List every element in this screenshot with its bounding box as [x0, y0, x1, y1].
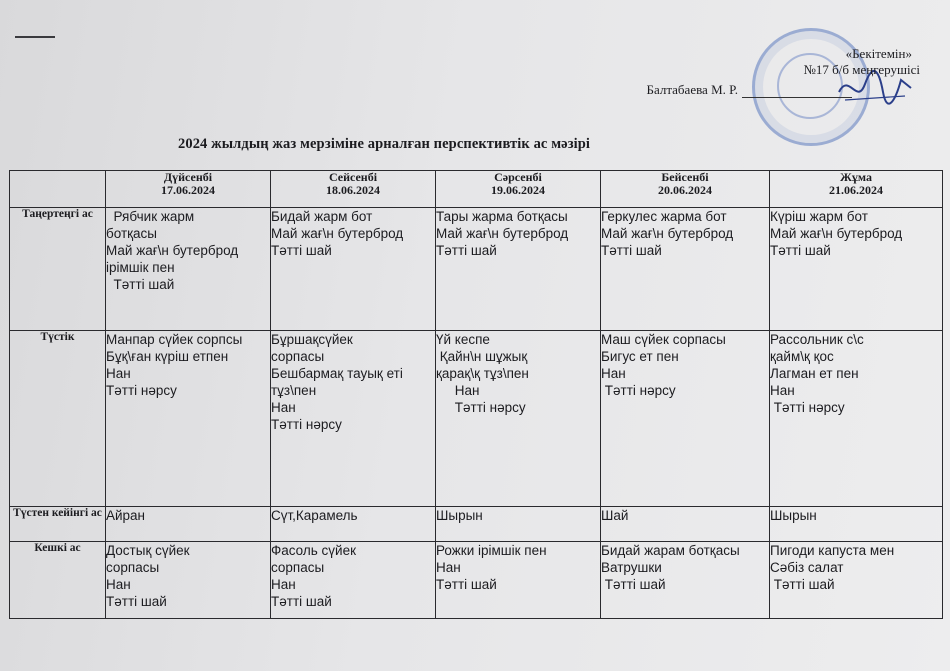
- dish-item: Бұқ\ған күріш етпен: [106, 349, 229, 364]
- day-header: Сейсенбі 18.06.2024: [271, 171, 436, 208]
- dish-item: сорпасы: [106, 560, 160, 575]
- menu-cell: [106, 331, 271, 507]
- day-header-row: [10, 171, 943, 208]
- dish-item: Пигоди капуста мен: [770, 543, 895, 558]
- dish-item: ботқасы: [106, 226, 157, 241]
- dish-item: Май жағ\н бутерброд: [770, 226, 903, 241]
- menu-cell: [601, 542, 770, 619]
- day-header: Сәрсенбі 19.06.2024: [436, 171, 601, 208]
- dish-item: Бидай жарам ботқасы: [601, 543, 740, 558]
- meal-label: Түстен кейінгі ас: [10, 507, 106, 542]
- dish-item: Нан: [106, 366, 131, 381]
- dish-item: Достық сүйек: [106, 543, 190, 558]
- dish-item: Май жағ\н бутерброд: [106, 243, 239, 258]
- dish-item: Үй кеспе: [436, 332, 490, 347]
- dish-item: Тәтті шай: [601, 577, 666, 592]
- dish-item: Манпар сүйек сорпсы: [106, 332, 243, 347]
- day-header: Бейсенбі 20.06.2024: [601, 171, 770, 208]
- dish-item: Бешбармақ тауық еті: [271, 366, 403, 381]
- dish-item: қайм\қ қос: [770, 349, 834, 364]
- dish-item: Шырын: [770, 508, 817, 523]
- dish-item: Бигус ет пен: [601, 349, 679, 364]
- dish-item: Тәтті нәрсу: [601, 383, 676, 398]
- dish-item: Май жағ\н бутерброд: [271, 226, 404, 241]
- menu-cell: [601, 208, 770, 331]
- dish-item: Тәтті шай: [106, 594, 167, 609]
- page-title: 2024 жылдың жаз мерзіміне арналған перспективтік ас мәзірі: [178, 136, 591, 152]
- dish-item: Айран: [106, 508, 146, 523]
- dish-item: Рябчик жарм: [106, 209, 195, 224]
- meal-row: [10, 208, 943, 331]
- menu-cell: [106, 507, 271, 542]
- dish-item: Тәтті шай: [271, 243, 332, 258]
- dish-item: Бұршақсүйек: [271, 332, 353, 347]
- menu-cell: [436, 507, 601, 542]
- dish-item: Бидай жарм бот: [271, 209, 373, 224]
- dish-item: Нан: [271, 577, 296, 592]
- corner-cell: [10, 171, 106, 208]
- menu-cell: [271, 542, 436, 619]
- dish-item: Маш сүйек сорпасы: [601, 332, 726, 347]
- dish-item: Нан: [436, 383, 480, 398]
- dish-item: Тәтті нәрсу: [271, 417, 342, 432]
- approval-position: №17 б/б меңгерушісі: [803, 62, 920, 77]
- dish-item: сорпасы: [271, 560, 325, 575]
- dish-item: Тәтті шай: [271, 594, 332, 609]
- dish-item: Ватрушки: [601, 560, 662, 575]
- meal-label: Таңертеңгі ас: [10, 208, 106, 331]
- menu-cell: [770, 542, 943, 619]
- dish-item: Май жағ\н бутерброд: [601, 226, 734, 241]
- approval-heading: «Бекітемін»: [845, 46, 912, 61]
- meal-row: [10, 507, 943, 542]
- menu-cell: [436, 542, 601, 619]
- menu-cell: [436, 331, 601, 507]
- dish-item: Тәтті нәрсу: [770, 400, 845, 415]
- dish-item: Лагман ет пен: [770, 366, 859, 381]
- menu-table: [9, 170, 943, 619]
- dish-item: Қайн\н шұжық: [436, 349, 528, 364]
- menu-cell: [436, 208, 601, 331]
- meal-label: Кешкі ас: [10, 542, 106, 619]
- menu-cell: [601, 507, 770, 542]
- dish-item: Тары жарма ботқасы: [436, 209, 568, 224]
- menu-cell: [106, 542, 271, 619]
- dish-item: Тәтті шай: [436, 243, 497, 258]
- dish-item: Күріш жарм бот: [770, 209, 868, 224]
- menu-cell: [106, 208, 271, 331]
- dish-item: Геркулес жарма бот: [601, 209, 727, 224]
- dish-item: қарақ\қ тұз\пен: [436, 366, 529, 381]
- dish-item: Рожки ірімшік пен: [436, 543, 547, 558]
- dish-item: сорпасы: [271, 349, 325, 364]
- dish-item: Тәтті нәрсу: [436, 400, 526, 415]
- day-header: Жұма 21.06.2024: [770, 171, 943, 208]
- dish-item: тұз\пен: [271, 383, 317, 398]
- dish-item: Шырын: [436, 508, 483, 523]
- dish-item: Сәбіз салат: [770, 560, 844, 575]
- approval-block: [646, 46, 920, 98]
- dish-item: Тәтті шай: [436, 577, 497, 592]
- dish-item: Рассольник с\с: [770, 332, 864, 347]
- meal-row: [10, 331, 943, 507]
- approval-signatory: Балтабаева М. Р.: [646, 82, 852, 98]
- dish-item: Нан: [770, 383, 795, 398]
- corner-mark: [15, 36, 55, 38]
- menu-cell: [770, 331, 943, 507]
- menu-cell: [770, 208, 943, 331]
- dish-item: Нан: [601, 366, 626, 381]
- meal-label: Түстік: [10, 331, 106, 507]
- dish-item: Тәтті шай: [106, 277, 175, 292]
- dish-item: Нан: [436, 560, 461, 575]
- dish-item: Тәтті шай: [770, 577, 835, 592]
- menu-cell: [770, 507, 943, 542]
- meal-row: [10, 542, 943, 619]
- menu-cell: [601, 331, 770, 507]
- dish-item: Тәтті нәрсу: [106, 383, 177, 398]
- dish-item: Тәтті шай: [601, 243, 662, 258]
- dish-item: Тәтті шай: [770, 243, 831, 258]
- menu-cell: [271, 208, 436, 331]
- dish-item: Нан: [106, 577, 131, 592]
- dish-item: Сүт,Карамель: [271, 508, 358, 523]
- dish-item: Фасоль сүйек: [271, 543, 357, 558]
- day-header: Дүйсенбі 17.06.2024: [106, 171, 271, 208]
- menu-cell: [271, 507, 436, 542]
- menu-cell: [271, 331, 436, 507]
- dish-item: Нан: [271, 400, 296, 415]
- dish-item: ірімшік пен: [106, 260, 175, 275]
- dish-item: Май жағ\н бутерброд: [436, 226, 569, 241]
- dish-item: Шай: [601, 508, 629, 523]
